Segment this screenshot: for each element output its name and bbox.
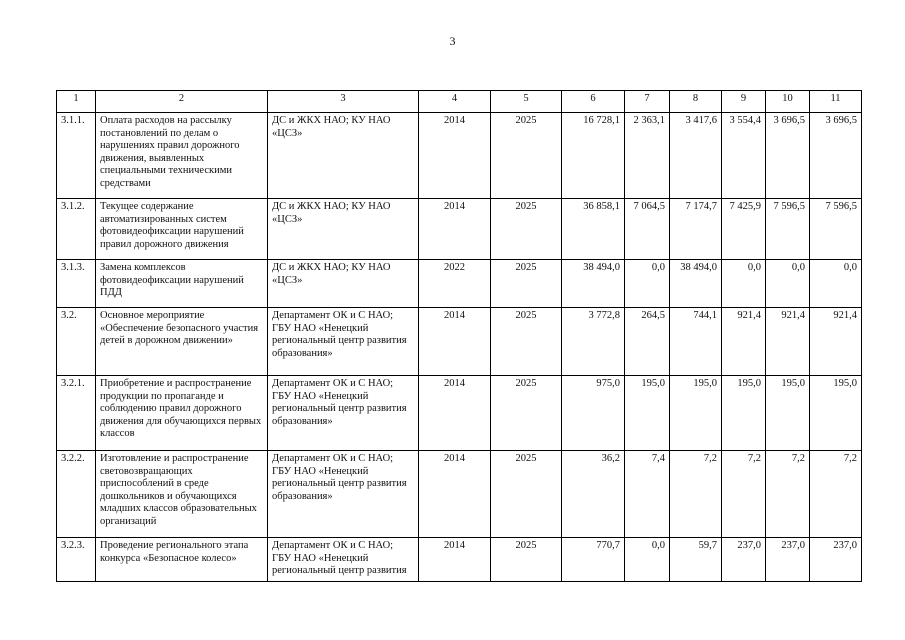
column-header: 1 [57, 91, 96, 113]
value-col-11: 0,0 [810, 260, 862, 308]
row-number: 3.2.1. [57, 376, 96, 451]
value-col-11: 237,0 [810, 538, 862, 582]
total-value: 36 858,1 [562, 199, 625, 260]
value-col-8: 59,7 [670, 538, 722, 582]
column-header: 8 [670, 91, 722, 113]
value-col-7: 2 363,1 [625, 113, 670, 199]
value-col-10: 3 696,5 [766, 113, 810, 199]
value-col-7: 0,0 [625, 260, 670, 308]
page-number: 3 [449, 34, 456, 48]
table-row [57, 538, 862, 582]
row-number: 3.1.1. [57, 113, 96, 199]
start-year: 2014 [419, 308, 491, 376]
activity-name: Замена комплексов фотовидеофиксации нарушений ПДД [96, 260, 268, 308]
value-col-9: 7,2 [722, 451, 766, 538]
value-col-9: 0,0 [722, 260, 766, 308]
column-header: 11 [810, 91, 862, 113]
row-number: 3.2.3. [57, 538, 96, 582]
end-year: 2025 [491, 538, 562, 582]
value-col-11: 7,2 [810, 451, 862, 538]
value-col-8: 7,2 [670, 451, 722, 538]
start-year: 2022 [419, 260, 491, 308]
total-value: 3 772,8 [562, 308, 625, 376]
value-col-9: 921,4 [722, 308, 766, 376]
value-col-10: 0,0 [766, 260, 810, 308]
end-year: 2025 [491, 376, 562, 451]
value-col-11: 195,0 [810, 376, 862, 451]
activity-name: Изготовление и распространение световозвращающих приспособлений в среде дошкольников и обучающихся младших классов образовательных организаций [96, 451, 268, 538]
activity-name: Основное мероприятие «Обеспечение безопасного участия детей в дорожном движении» [96, 308, 268, 376]
column-header: 6 [562, 91, 625, 113]
end-year: 2025 [491, 113, 562, 199]
value-col-7: 264,5 [625, 308, 670, 376]
column-header: 2 [96, 91, 268, 113]
executor: Департамент ОК и С НАО; ГБУ НАО «Ненецкий региональный центр развития образования» [268, 308, 419, 376]
executor: Департамент ОК и С НАО; ГБУ НАО «Ненецкий региональный центр развития образования» [268, 451, 419, 538]
value-col-8: 7 174,7 [670, 199, 722, 260]
table-row [57, 308, 862, 376]
value-col-11: 921,4 [810, 308, 862, 376]
total-value: 770,7 [562, 538, 625, 582]
total-value: 16 728,1 [562, 113, 625, 199]
total-value: 975,0 [562, 376, 625, 451]
executor: Департамент ОК и С НАО; ГБУ НАО «Ненецкий региональный центр развития образования» [268, 376, 419, 451]
end-year: 2025 [491, 451, 562, 538]
total-value: 38 494,0 [562, 260, 625, 308]
value-col-11: 7 596,5 [810, 199, 862, 260]
value-col-10: 921,4 [766, 308, 810, 376]
value-col-7: 195,0 [625, 376, 670, 451]
start-year: 2014 [419, 451, 491, 538]
table-row [57, 260, 862, 308]
column-header: 10 [766, 91, 810, 113]
total-value: 36,2 [562, 451, 625, 538]
value-col-8: 744,1 [670, 308, 722, 376]
end-year: 2025 [491, 308, 562, 376]
activity-name: Оплата расходов на рассылку постановлений по делам о нарушениях правил дорожного движения, выявленных специальными техническими средствами [96, 113, 268, 199]
end-year: 2025 [491, 199, 562, 260]
start-year: 2014 [419, 538, 491, 582]
activity-name: Текущее содержание автоматизированных систем фотовидеофиксации нарушений правил дорожного движения [96, 199, 268, 260]
activity-name: Приобретение и распространение продукции по пропаганде и соблюдению правил дорожного движения для обучающихся первых классов [96, 376, 268, 451]
value-col-8: 195,0 [670, 376, 722, 451]
value-col-10: 195,0 [766, 376, 810, 451]
column-header: 7 [625, 91, 670, 113]
executor: ДС и ЖКХ НАО; КУ НАО «ЦСЗ» [268, 260, 419, 308]
table-row [57, 113, 862, 199]
value-col-9: 3 554,4 [722, 113, 766, 199]
row-number: 3.2.2. [57, 451, 96, 538]
executor: Департамент ОК и С НАО; ГБУ НАО «Ненецкий региональный центр развития [268, 538, 419, 582]
value-col-9: 237,0 [722, 538, 766, 582]
start-year: 2014 [419, 199, 491, 260]
table-row [57, 451, 862, 538]
table-row [57, 376, 862, 451]
value-col-9: 7 425,9 [722, 199, 766, 260]
value-col-7: 7 064,5 [625, 199, 670, 260]
row-number: 3.1.3. [57, 260, 96, 308]
value-col-7: 0,0 [625, 538, 670, 582]
column-header: 5 [491, 91, 562, 113]
table-row [57, 199, 862, 260]
value-col-7: 7,4 [625, 451, 670, 538]
executor: ДС и ЖКХ НАО; КУ НАО «ЦСЗ» [268, 113, 419, 199]
program-table [56, 90, 862, 582]
start-year: 2014 [419, 113, 491, 199]
value-col-8: 38 494,0 [670, 260, 722, 308]
value-col-9: 195,0 [722, 376, 766, 451]
executor: ДС и ЖКХ НАО; КУ НАО «ЦСЗ» [268, 199, 419, 260]
value-col-8: 3 417,6 [670, 113, 722, 199]
row-number: 3.2. [57, 308, 96, 376]
value-col-10: 7,2 [766, 451, 810, 538]
column-header: 9 [722, 91, 766, 113]
column-header: 4 [419, 91, 491, 113]
value-col-11: 3 696,5 [810, 113, 862, 199]
start-year: 2014 [419, 376, 491, 451]
activity-name: Проведение регионального этапа конкурса «Безопасное колесо» [96, 538, 268, 582]
end-year: 2025 [491, 260, 562, 308]
value-col-10: 237,0 [766, 538, 810, 582]
column-header: 3 [268, 91, 419, 113]
value-col-10: 7 596,5 [766, 199, 810, 260]
row-number: 3.1.2. [57, 199, 96, 260]
header-row [57, 91, 862, 113]
